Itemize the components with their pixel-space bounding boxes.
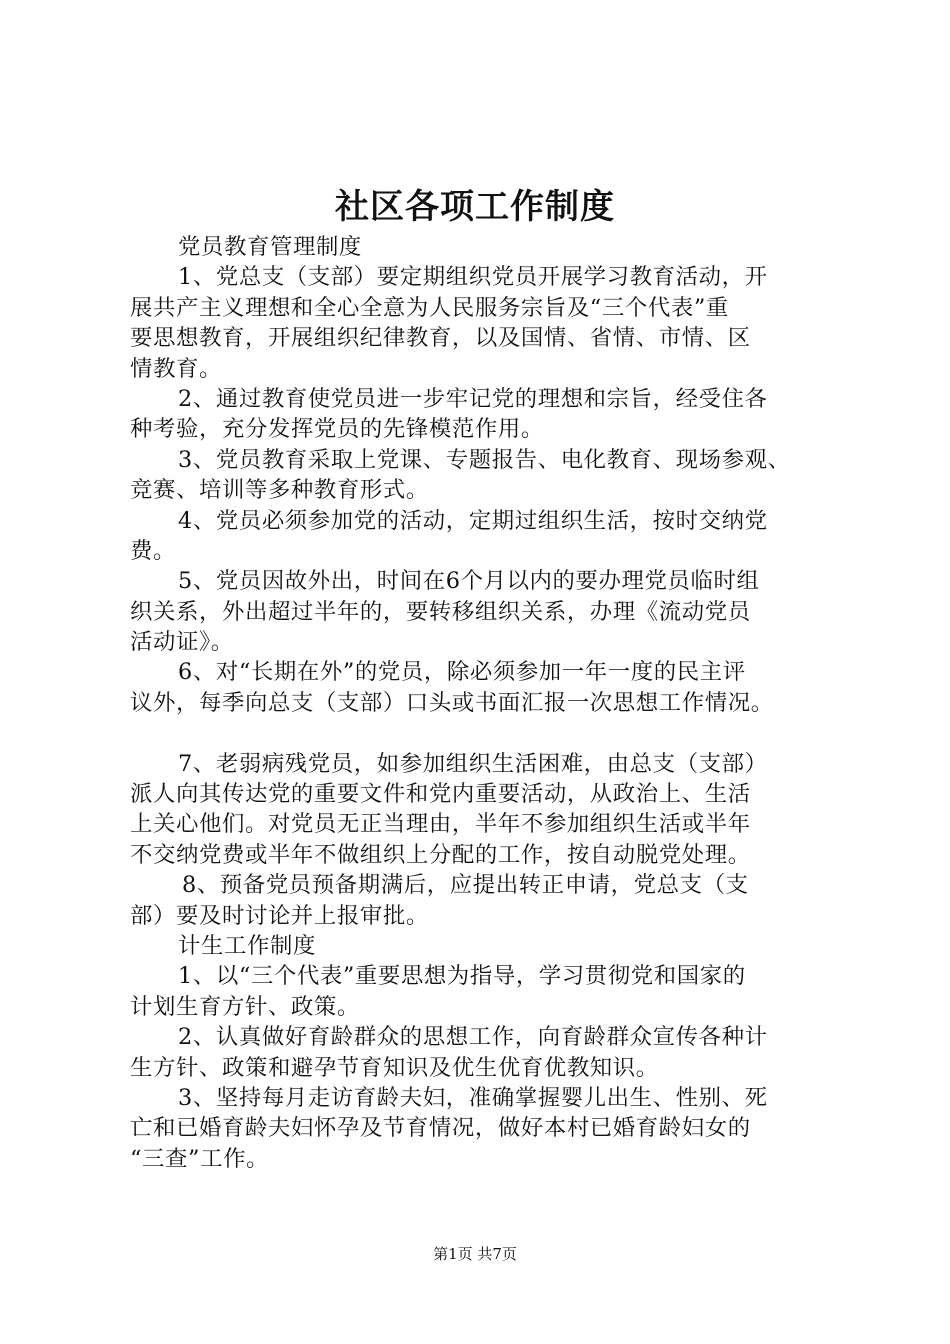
paragraph-line: 生方针、政策和避孕节育知识及优生优育优教知识。 (130, 1054, 659, 1081)
paragraph-line: 费。 (130, 537, 176, 564)
paragraph-line: 派人向其传达党的重要文件和党内重要活动，从政治上、生活 (130, 781, 751, 808)
document-body (130, 232, 830, 1174)
paragraph-line: 情教育。 (130, 355, 222, 382)
paragraph-line: 竞赛、培训等多种教育形式。 (130, 477, 429, 504)
paragraph-line: 4、党员必须参加党的活动，定期过组织生活，按时交纳党 (178, 507, 768, 534)
paragraph-line: 部）要及时讨论并上报审批。 (130, 902, 429, 929)
paragraph-line: 2、通过教育使党员进一步牢记党的理想和宗旨，经受住各 (178, 385, 768, 412)
paragraph-line: 种考验，充分发挥党员的先锋模范作用。 (130, 416, 544, 443)
paragraph-line: 7、老弱病残党员，如参加组织生活困难，由总支（支部） (178, 750, 768, 777)
paragraph-line: 6、对“长期在外”的党员，除必须参加一年一度的民主评 (178, 659, 746, 686)
paragraph-line: 织关系，外出超过半年的，要转移组织关系，办理《流动党员 (130, 598, 751, 625)
paragraph-line: 上关心他们。对党员无正当理由，半年不参加组织生活或半年 (130, 811, 751, 838)
paragraph-line: 3、坚持每月走访育龄夫妇，准确掌握婴儿出生、性别、死 (178, 1084, 768, 1111)
paragraph-line: 活动证》。 (130, 629, 234, 656)
paragraph-line: 1、以“三个代表”重要思想为指导，学习贯彻党和国家的 (178, 963, 746, 990)
paragraph-line: 议外，每季向总支（支部）口头或书面汇报一次思想工作情况。 (130, 689, 774, 716)
section-heading-party-education: 党员教育管理制度 (178, 234, 362, 260)
paragraph-line: 5、党员因故外出，时间在6个月以内的要办理党员临时组 (178, 568, 760, 595)
paragraph-line: 计划生育方针、政策。 (130, 993, 360, 1020)
paragraph-line: 8、预备党员预备期满后，应提出转正申请，党总支（支 (182, 872, 749, 899)
paragraph-line: 2、认真做好育龄群众的思想工作，向育龄群众宣传各种计 (178, 1024, 768, 1051)
section-heading-family-planning: 计生工作制度 (178, 932, 316, 959)
page-number-footer: 第1页 共7页 (433, 1245, 517, 1263)
paragraph-line: 1、党总支（支部）要定期组织党员开展学习教育活动，开 (178, 264, 768, 291)
paragraph-line: 要思想教育，开展组织纪律教育，以及国情、省情、市情、区 (130, 325, 751, 352)
paragraph-line: “三查”工作。 (130, 1145, 270, 1172)
paragraph-line: 3、党员教育采取上党课、专题报告、电化教育、现场参观、 (178, 446, 791, 473)
paragraph-line: 亡和已婚育龄夫妇怀孕及节育情况，做好本村已婚育龄妇女的 (130, 1115, 751, 1142)
paragraph-line: 展共产主义理想和全心全意为人民服务宗旨及“三个代表”重 (130, 294, 729, 321)
blank-line (130, 718, 830, 748)
document-title: 社区各项工作制度 (335, 187, 615, 227)
paragraph-line: 不交纳党费或半年不做组织上分配的工作，按自动脱党处理。 (130, 841, 751, 868)
